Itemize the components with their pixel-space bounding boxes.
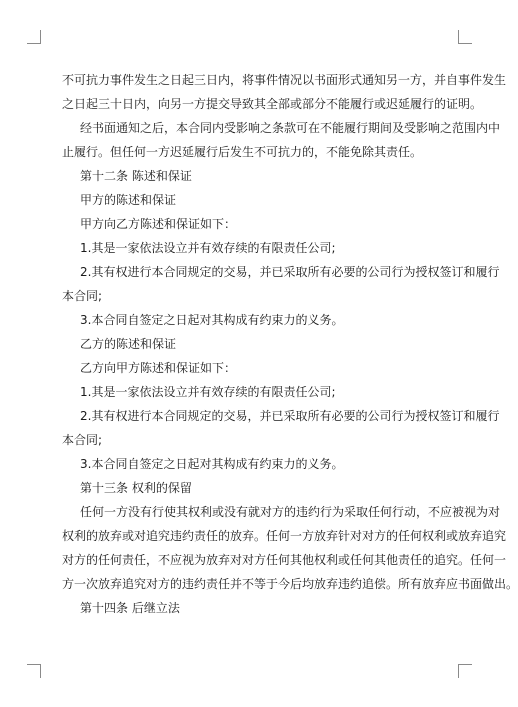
paragraph-line: 止履行。但任何一方迟延履行后发生不可抗力的，不能免除其责任。 xyxy=(62,145,423,159)
document-body xyxy=(62,68,518,620)
crop-mark-bottom-right xyxy=(458,664,472,678)
paragraph-line: 经书面通知之后，本合同内受影响之条款可在不能履行期间及受影响之范围内中 xyxy=(80,121,501,135)
paragraph-line: 任何一方没有行使其权利或没有就对方的违约行为采取任何行动，不应被视为对 xyxy=(80,505,501,519)
paragraph-line: 乙方向甲方陈述和保证如下： xyxy=(80,361,237,375)
list-item: 1.其是一家依法设立并有效存续的有限责任公司; xyxy=(80,385,336,399)
paragraph-line: 对方的任何责任，不应视为放弃对对方任何其他权利或任何其他责任的追究。任何一 xyxy=(62,553,507,567)
list-item-continuation: 本合同; xyxy=(62,289,103,303)
subsection-heading: 乙方的陈述和保证 xyxy=(80,337,177,351)
section-heading: 第十四条 后继立法 xyxy=(80,601,180,615)
section-heading: 第十二条 陈述和保证 xyxy=(80,169,192,183)
crop-mark-top-left xyxy=(27,30,41,44)
crop-mark-top-right xyxy=(458,30,472,44)
subsection-heading: 甲方的陈述和保证 xyxy=(80,193,177,207)
section-heading: 第十三条 权利的保留 xyxy=(80,481,192,495)
list-item: 1.其是一家依法设立并有效存续的有限责任公司; xyxy=(80,241,336,255)
crop-mark-bottom-left xyxy=(27,664,41,678)
list-item: 3.本合同自签定之日起对其构成有约束力的义务。 xyxy=(80,457,344,471)
list-item: 3.本合同自签定之日起对其构成有约束力的义务。 xyxy=(80,313,344,327)
list-item-continuation: 本合同; xyxy=(62,433,103,447)
paragraph-line: 之日起三十日内，向另一方提交导致其全部或部分不能履行或迟延履行的证明。 xyxy=(62,97,483,111)
list-item: 2.其有权进行本合同规定的交易，并已采取所有必要的公司行为授权签订和履行 xyxy=(80,409,500,423)
paragraph-line: 权利的放弃或对追究违约责任的放弃。任何一方放弃针对对方的任何权利或放弃追究 xyxy=(62,529,507,543)
paragraph-line: 方一次放弃追究对方的违约责任并不等于今后均放弃违约追偿。所有放弃应书面做出。 xyxy=(62,577,518,591)
paragraph-line: 甲方向乙方陈述和保证如下： xyxy=(80,217,237,231)
paragraph-line: 不可抗力事件发生之日起三日内，将事件情况以书面形式通知另一方，并自事件发生 xyxy=(62,73,507,87)
list-item: 2.其有权进行本合同规定的交易，并已采取所有必要的公司行为授权签订和履行 xyxy=(80,265,500,279)
